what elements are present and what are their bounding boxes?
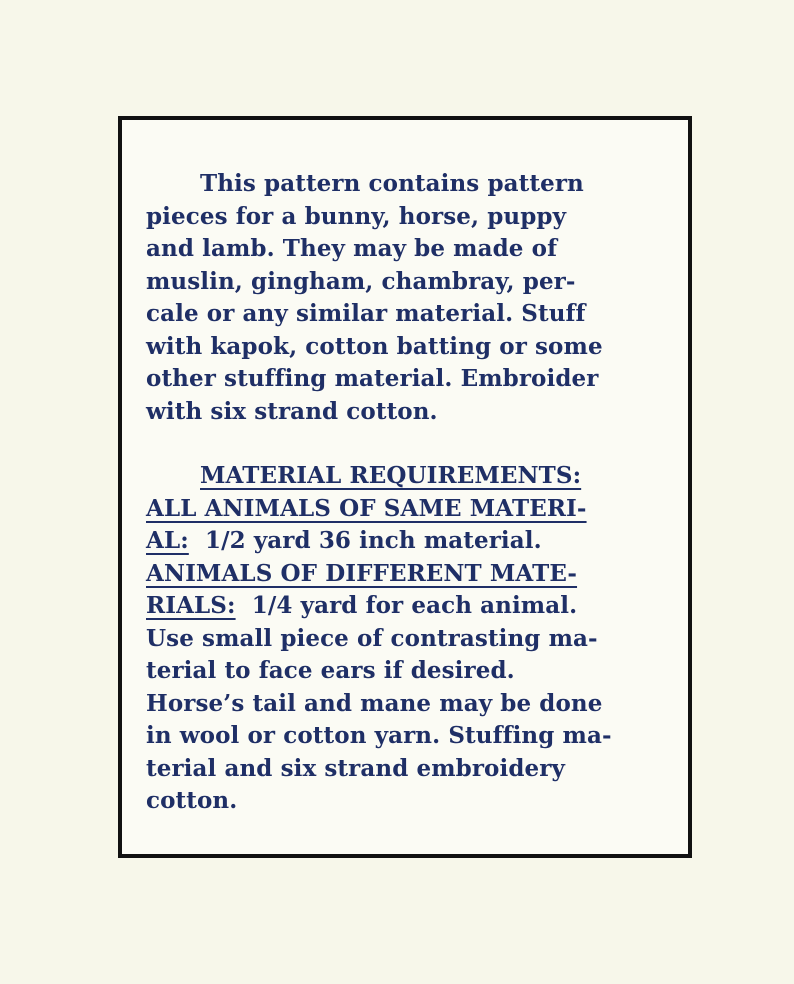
closing-line: terial and six strand embroidery (146, 754, 565, 782)
closing-line: cotton. (146, 787, 238, 814)
closing-line: Horse’s tail and mane may be done (146, 689, 603, 717)
different-material-line-2 (146, 590, 666, 623)
paragraph-gap (146, 428, 666, 460)
document-frame (118, 116, 692, 858)
intro-line: with six strand cotton. (146, 397, 438, 425)
same-material-heading-2: AL: (146, 527, 189, 554)
intro-line: other stuffing material. Embroider (146, 365, 599, 392)
same-material-heading-1: ALL ANIMALS OF SAME MATERI- (146, 494, 587, 522)
intro-line: with kapok, cotton batting or some (146, 332, 603, 360)
closing-line: in wool or cotton yarn. Stuffing ma- (146, 722, 612, 749)
material-heading (146, 460, 666, 493)
different-material-line-1 (146, 558, 666, 591)
intro-line: muslin, gingham, chambray, per- (146, 267, 576, 295)
closing-line: Use small piece of contrasting ma- (146, 624, 598, 652)
intro-line: This pattern contains pattern (200, 170, 584, 197)
closing-line: terial to face ears if desired. (146, 657, 515, 684)
intro-line: and lamb. They may be made of (146, 235, 558, 262)
document-text (146, 168, 666, 818)
intro-line: pieces for a bunny, horse, puppy (146, 202, 567, 230)
intro-line: cale or any similar material. Stuff (146, 300, 586, 327)
different-material-heading-2: RIALS: (146, 592, 236, 619)
same-material-line-2 (146, 525, 666, 558)
material-heading-text: MATERIAL REQUIREMENTS: (200, 462, 582, 489)
different-material-heading-1: ANIMALS OF DIFFERENT MATE- (146, 559, 578, 587)
same-material-text: 1/2 yard 36 inch material. (188, 527, 542, 554)
different-material-text: 1/4 yard for each animal. (235, 592, 578, 619)
same-material-line-1 (146, 493, 666, 526)
